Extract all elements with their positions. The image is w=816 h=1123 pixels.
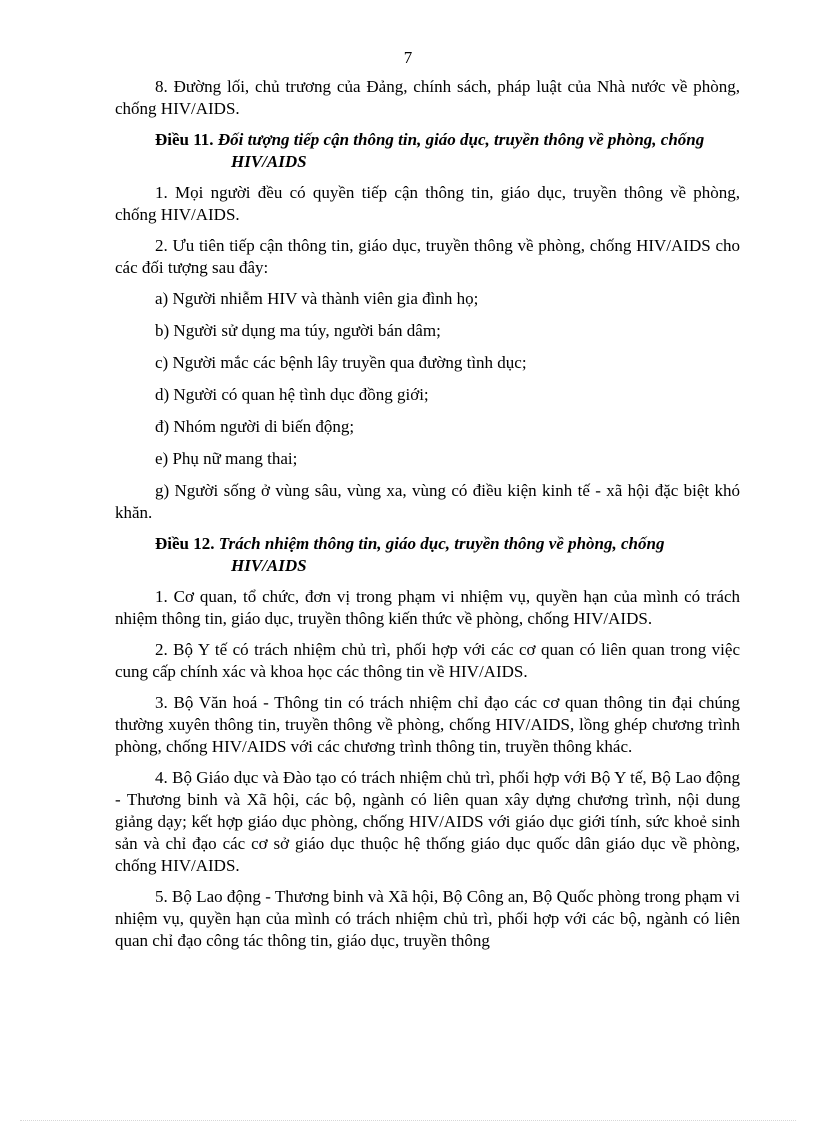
list-item: e) Phụ nữ mang thai; (155, 449, 298, 468)
paragraph: 1. Mọi người đều có quyền tiếp cận thông tin, giáo dục, truyền thông về phòng, chống HIV/AIDS. (115, 183, 740, 224)
paragraph: 2. Bộ Y tế có trách nhiệm chủ trì, phối hợp với các cơ quan có liên quan trong việc cung cấp chính xác và khoa học các thông tin về HIV/AIDS. (115, 640, 740, 681)
page-number: 7 (403, 48, 413, 67)
paragraph: 4. Bộ Giáo dục và Đào tạo có trách nhiệm chủ trì, phối hợp với Bộ Y tế, Bộ Lao động - Thương binh và Xã hội, các bộ, ngành có liên quan xây dựng chương trình, nội dung giảng dạy; kết hợp giáo dục phòng, chống HIV/AIDS với giáo dục giới tính, sức khoẻ sinh sản và chỉ đạo các cơ sở giáo dục thuộc hệ thống giáo dục quốc dân giáo dục về phòng, chống HIV/AIDS. (115, 768, 740, 875)
paragraph: 1. Cơ quan, tổ chức, đơn vị trong phạm vi nhiệm vụ, quyền hạn của mình có trách nhiệm thông tin, giáo dục, truyền thông kiến thức về phòng, chống HIV/AIDS. (115, 587, 740, 628)
paragraph: 8. Đường lối, chủ trương của Đảng, chính sách, pháp luật của Nhà nước về phòng, chống HIV/AIDS. (115, 77, 740, 118)
list-item: d) Người có quan hệ tình dục đồng giới; (155, 385, 429, 404)
article-title: Trách nhiệm thông tin, giáo dục, truyền thông về phòng, chống HIV/AIDS (218, 534, 665, 575)
article-heading (115, 129, 740, 173)
list-item: c) Người mắc các bệnh lây truyền qua đường tình dục; (155, 353, 527, 372)
article-label: Điều 11. (155, 130, 214, 149)
list-item: a) Người nhiễm HIV và thành viên gia đình họ; (155, 289, 479, 308)
article-heading (115, 533, 740, 577)
page-bottom-rule (20, 1120, 796, 1121)
list-item: đ) Nhóm người di biến động; (155, 417, 355, 436)
list-item: b) Người sử dụng ma túy, người bán dâm; (155, 321, 441, 340)
paragraph: 3. Bộ Văn hoá - Thông tin có trách nhiệm chỉ đạo các cơ quan thông tin đại chúng thường xuyên thông tin, truyền thông về phòng, chống HIV/AIDS, lồng ghép chương trình phòng, chống HIV/AIDS với các chương trình thông tin, truyền thông khác. (115, 693, 740, 756)
paragraph: 5. Bộ Lao động - Thương binh và Xã hội, Bộ Công an, Bộ Quốc phòng trong phạm vi nhiệm vụ, quyền hạn của mình có trách nhiệm chủ trì, phối hợp với các bộ, ngành có liên quan chỉ đạo công tác thông tin, giáo dục, truyền thông (115, 887, 740, 950)
document-body (115, 76, 740, 961)
paragraph: 2. Ưu tiên tiếp cận thông tin, giáo dục, truyền thông về phòng, chống HIV/AIDS cho các đối tượng sau đây: (115, 236, 740, 277)
article-label: Điều 12. (155, 534, 215, 553)
list-item: g) Người sống ở vùng sâu, vùng xa, vùng có điều kiện kinh tế - xã hội đặc biệt khó khăn. (115, 481, 740, 522)
article-title: Đối tượng tiếp cận thông tin, giáo dục, truyền thông về phòng, chống HIV/AIDS (217, 130, 705, 171)
